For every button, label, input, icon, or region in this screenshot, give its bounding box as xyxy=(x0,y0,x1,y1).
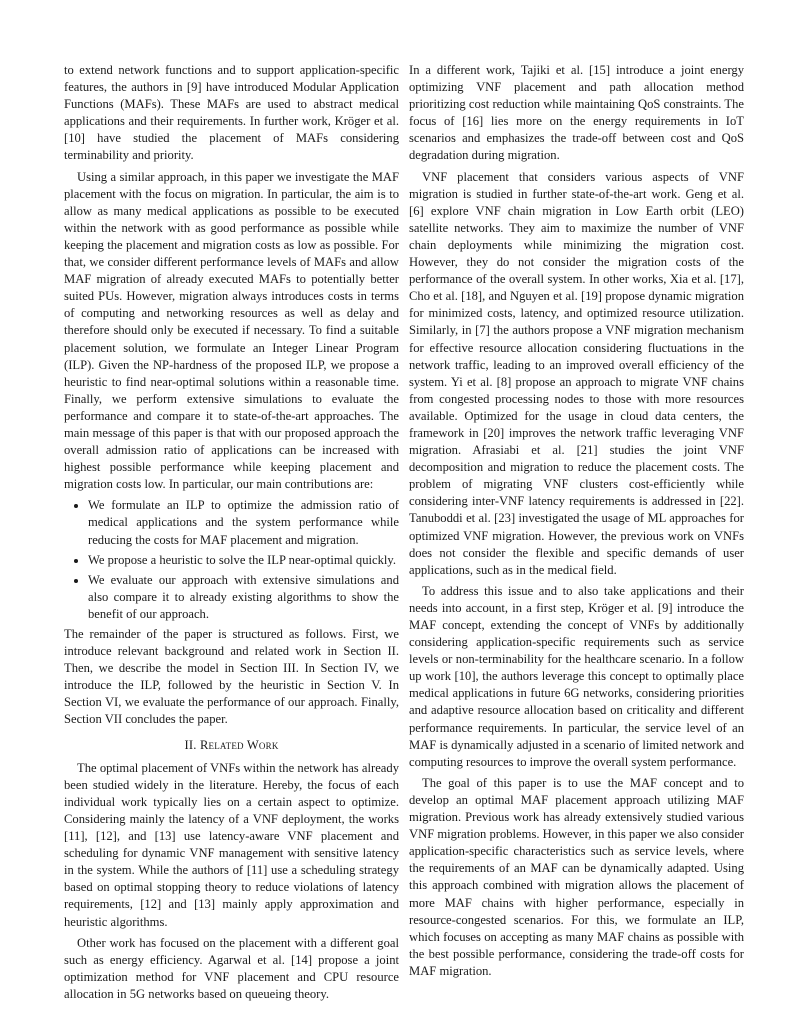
paragraph: VNF placement that considers various aspects of VNF migration is studied in further state-of-the-art work. Geng et al. [6] explore VNF chain migration in Low Earth orbit (LEO) satellite networks. They aim to maximize the number of VNF chain deployments while minimizing the migration cost. However, they do not consider the migration costs of the performance of the overall system. In other works, Xia et al. [17], Cho et al. [18], and Nguyen et al. [19] propose dynamic migration for minimized costs, latency, and optimized resource utilization. Similarly, in [7] the authors propose a VNF migration mechanism for effective resource allocation considering fluctuations in the network traffic, leading to an improved overall efficiency of the system. Yi et al. [8] propose an approach to migrate VNF chains from congested processing nodes to those with more resources available. Optimized for the usage in cloud data centers, the framework in [20] improves the network traffic leveraging VNF migration. Afrasiabi et al. [21] studies the joint VNF decomposition and migration to reduce the placement costs. The problem of migrating VNF clusters cost-efficiently while considering inter-VNF latency requirements is addressed in [22]. Tanuboddi et al. [23] investigated the usage of ML approaches for optimized VNF migration. However, the previous work on VNFs does not consider the flexible and specific demands of user applications, such as in the medical field. xyxy=(409,169,744,577)
list-item: • We propose a heuristic to solve the ILP near-optimal quickly. xyxy=(88,552,399,569)
contributions-list xyxy=(64,497,399,623)
section-heading xyxy=(64,737,399,754)
right-column xyxy=(409,62,744,984)
list-item: • We formulate an ILP to optimize the admission ratio of medical applications and the system performance while reducing the costs for MAF placement and migration. xyxy=(88,497,399,548)
left-column xyxy=(64,62,399,1007)
list-item: • We evaluate our approach with extensive simulations and also compare it to already existing algorithms to show the benefit of our approach. xyxy=(88,572,399,623)
section-number: II. xyxy=(184,737,197,752)
section-title: Related Work xyxy=(199,737,279,752)
paragraph: Using a similar approach, in this paper we investigate the MAF placement with the focus on migration. In particular, the aim is to allow as many medical applications as possible to be executed within the network with as good performance as possible while keeping the placement and migration costs as low as possible. For that, we consider different performance levels of MAFs and allow MAF migration of already executed MAFs to potentially better suited PUs. However, migration always introduces costs in terms of computing and networking resources as well as delay and therefore should only be executed if necessary. To find a suitable placement solution, we formulate an Integer Linear Program (ILP). Given the NP-hardness of the proposed ILP, we propose a heuristic to find near-optimal solutions within a reasonable time. Finally, we perform extensive simulations to evaluate the performance and compare it to state-of-the-art approaches. The main message of this paper is that with our proposed approach the overall admission ratio of applications can be increased with highest possible performance while keeping placement and migration costs low. In particular, our main contributions are: xyxy=(64,169,399,492)
paragraph: To address this issue and to also take applications and their needs into account, in a first step, Kröger et al. [9] introduce the MAF concept, extending the concept of VNFs by additionally considering application-specific requirements such as service levels or non-terminability for the healthcare scenario. In a follow up work [10], the authors leverage this concept to optimally place medical applications in future 6G networks, considering priorities and adaptive resource allocation based on criticality and different performance requirements. In particular, the service level of an MAF is dynamically adjusted in a scenario of limited network and computing resources to improve the overall system performance. xyxy=(409,583,744,769)
paragraph: to extend network functions and to support application-specific features, the authors in [9] have introduced Modular Application Functions (MAFs). These MAFs are used to abstract medical applications and their requirements. In further work, Kröger et al. [10] have studied the placement of MAFs considering terminability and priority. xyxy=(64,63,399,163)
paragraph: The optimal placement of VNFs within the network has already been studied widely in the literature. Hereby, the focus of each individual work typically lies on a certain aspect to optimize. Considering mainly the latency of a VNF deployment, the works [11], [12], and [13] use latency-aware VNF placement and scheduling for dynamic VNF management with sensitive latency in the system. While the authors of [11] use a scheduling strategy based on optimal stopping theory to reduce violations of latency requirements, [12] and [13] mainly apply approximation and heuristic algorithms. xyxy=(64,760,399,929)
paragraph: In a different work, Tajiki et al. [15] introduce a joint energy optimizing VNF placement and path allocation method prioritizing cost reduction while maintaining QoS constraints. The focus of [16] lies more on the energy requirements in IoT scenarios and emphasizes the trade-off between cost and QoS degradation during migration. xyxy=(409,63,744,163)
paragraph: The remainder of the paper is structured as follows. First, we introduce relevant background and related work in Section II. Then, we describe the model in Section III. In Section IV, we introduce the ILP, followed by the heuristic in Section V. In Section VI, we evaluate the performance of our approach. Finally, Section VII concludes the paper. xyxy=(64,627,399,727)
paragraph: The goal of this paper is to use the MAF concept and to develop an optimal MAF placement approach utilizing MAF migration. Previous work has already extensively studied various VNF migration problems. However, in this paper we also consider application-specific characteristics such as service levels, where the requirements of an MAF can be dynamically adapted. Using this approach combined with migration allows the placement of more MAF chains with higher performance, especially in resource-congested scenarios. For this, we formulate an ILP, which focuses on accepting as many MAF chains as possible with the best possible performance, considering the trade-off costs for MAF migration. xyxy=(409,775,744,978)
paragraph: Other work has focused on the placement with a different goal such as energy efficiency. Agarwal et al. [14] propose a joint optimization method for VNF placement and CPU resource allocation in 5G networks based on queueing theory. xyxy=(64,935,399,1001)
